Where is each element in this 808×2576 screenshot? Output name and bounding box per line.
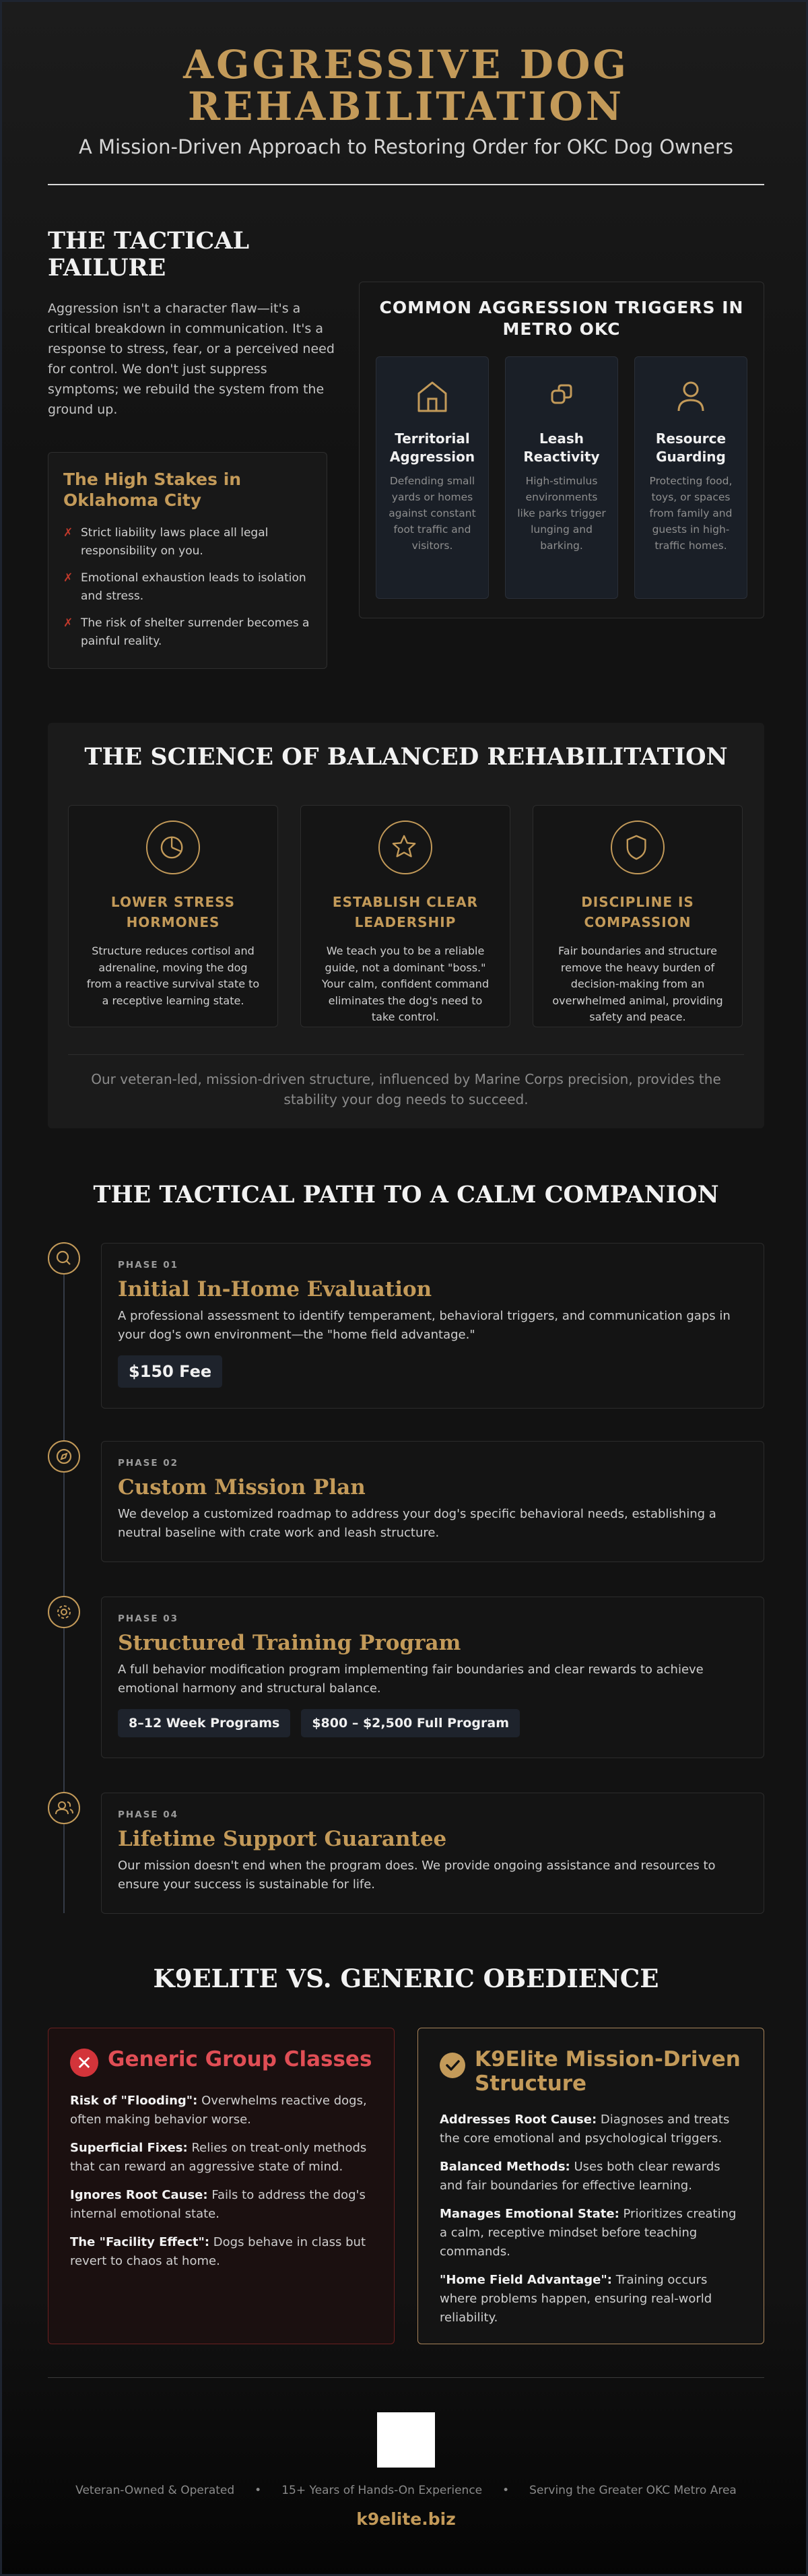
comparison-item-label: "Home Field Advantage":: [440, 2273, 612, 2287]
footer-separator: •: [255, 2484, 262, 2497]
phase-title: Initial In-Home Evaluation: [118, 1277, 432, 1301]
comparison-item: [440, 2205, 742, 2261]
page-title: [2, 44, 808, 127]
comparison-item: [440, 2271, 742, 2327]
generic-classes-card: [48, 2028, 395, 2344]
trigger-card-title: Leash Reactivity: [523, 430, 600, 465]
failure-title: [48, 228, 277, 282]
science-card-leadership: [300, 805, 510, 1027]
logo-image: [377, 2412, 435, 2468]
failure-title-line2: FAILURE: [48, 254, 166, 282]
page-title-line1: AGGRESSIVE DOG: [183, 42, 629, 88]
cross-icon: ✗: [63, 526, 73, 540]
check-shield-icon: [440, 2053, 465, 2078]
trigger-card-text: High-stimulus environments like parks trigger lunging and barking.: [517, 475, 606, 552]
stakes-item: [63, 524, 312, 560]
x-circle-icon: ✕: [70, 2049, 98, 2077]
science-card-discipline: [533, 805, 743, 1027]
comparison-item-text: Training occurs where problems happen, ensuring real-world reliability.: [440, 2273, 712, 2325]
footer-meta-item: 15+ Years of Hands-On Experience: [281, 2484, 483, 2497]
comparison-item-label: Balanced Methods:: [440, 2160, 570, 2174]
gear-icon: [49, 1597, 79, 1627]
page-subtitle: A Mission-Driven Approach to Restoring Order for OKC Dog Owners: [78, 135, 734, 158]
search-icon: [49, 1244, 79, 1273]
footer-meta-item: Veteran-Owned & Operated: [75, 2484, 235, 2497]
users-icon: [49, 1793, 79, 1823]
comparison-item-label: Risk of "Flooding":: [70, 2094, 198, 2108]
footer-meta-item: Serving the Greater OKC Metro Area: [529, 2484, 737, 2497]
comparison-item-text: Overwhelms reactive dogs, often making behavior worse.: [70, 2094, 367, 2127]
home-icon: [412, 376, 452, 416]
pie-chart-icon: [147, 822, 199, 873]
k9elite-card: [417, 2028, 764, 2344]
timeline-node: [48, 1440, 80, 1473]
comparison-item-label: Manages Emotional State:: [440, 2207, 619, 2221]
science-card-icon-ring: [611, 820, 665, 874]
trigger-card-title: Resource Guarding: [655, 430, 727, 465]
phase-card-4: [101, 1793, 764, 1914]
comparison-item: [70, 2186, 372, 2224]
comparison-item-text: Fails to address the dog's internal emotional state.: [70, 2188, 366, 2221]
page-title-line2: REHABILITATION: [188, 84, 624, 129]
timeline-node: [48, 1242, 80, 1275]
star-icon: [380, 822, 431, 873]
science-card-text: Structure reduces cortisol and adrenaline, moving the dog from a reactive survival state to a receptive learning state.: [86, 944, 260, 1007]
comparison-item-text: Prioritizes creating a calm, receptive mindset before teaching commands.: [440, 2207, 737, 2259]
phase-text: We develop a customized roadmap to address your dog's specific behavioral needs, establishing a neutral baseline with crate work and leash structure.: [118, 1507, 716, 1540]
science-card-stress: [68, 805, 278, 1027]
phase-text: A full behavior modification program implementing fair boundaries and clear rewards to achieve emotional harmony and structural balance.: [118, 1663, 704, 1696]
science-card-title: ESTABLISH CLEAR LEADERSHIP: [332, 894, 479, 930]
phase-card-1: [101, 1243, 764, 1409]
leash-icon: [541, 376, 582, 416]
comparison-item: [70, 2139, 372, 2177]
stakes-item-text: Strict liability laws place all legal responsibility on you.: [81, 526, 269, 558]
timeline-node: [48, 1792, 80, 1824]
trigger-card-text: Defending small yards or homes against constant foot traffic and visitors.: [389, 475, 476, 552]
science-note: Our veteran-led, mission-driven structure, influenced by Marine Corps precision, provides the stability your dog needs to succeed.: [91, 1071, 721, 1107]
triggers-title: COMMON AGGRESSION TRIGGERS IN METRO OKC: [379, 298, 744, 339]
stakes-item: [63, 569, 312, 606]
phase-text: Our mission doesn't end when the program does. We provide ongoing assistance and resources to ensure your success is sustainable for life.: [118, 1859, 716, 1892]
comparison-item-text: Uses both clear rewards and fair boundaries for effective learning.: [440, 2160, 720, 2193]
comparison-item-text: Relies on treat-only methods that can reward an aggressive state of mind.: [70, 2141, 367, 2174]
phase-title: Structured Training Program: [118, 1631, 461, 1655]
phase-tags: [118, 1709, 747, 1737]
price-tag: $800 – $2,500 Full Program: [301, 1709, 520, 1737]
k9elite-card-header: [440, 2047, 742, 2096]
stakes-card: [48, 452, 327, 669]
footer-website-link[interactable]: k9elite.biz: [356, 2509, 456, 2529]
header-divider: [48, 184, 764, 185]
k9elite-card-title: K9Elite Mission-Driven Structure: [475, 2047, 741, 2096]
comparison-item-label: Addresses Root Cause:: [440, 2113, 597, 2127]
science-card-text: We teach you to be a reliable guide, not a dominant "boss." Your calm, confident command eliminates the dog's need to take control.: [321, 944, 490, 1023]
comparison-item: [440, 2111, 742, 2148]
generic-card-title: Generic Group Classes: [108, 2047, 372, 2071]
comparison-item-text: Dogs behave in class but revert to chaos at home.: [70, 2235, 366, 2268]
trigger-card-resource: [634, 356, 747, 599]
triggers-panel: [359, 282, 764, 618]
trigger-card-text: Protecting food, toys, or spaces from family and guests in high-traffic homes.: [649, 475, 733, 552]
science-card-icon-ring: [146, 820, 200, 874]
comparison-item-label: The "Facility Effect":: [70, 2235, 210, 2249]
failure-title-line1: THE TACTICAL: [48, 227, 250, 255]
science-section: [48, 723, 764, 1128]
comparison-item-label: Superficial Fixes:: [70, 2141, 188, 2155]
compass-icon: [49, 1442, 79, 1471]
generic-card-header: [70, 2047, 372, 2077]
stakes-item-text: Emotional exhaustion leads to isolation and stress.: [81, 571, 306, 603]
phase-label: PHASE 03: [118, 1613, 179, 1624]
phase-card-2: [101, 1441, 764, 1562]
phase-label: PHASE 02: [118, 1458, 179, 1469]
phase-title: Custom Mission Plan: [118, 1475, 366, 1500]
trigger-card-territorial: [376, 356, 489, 599]
price-tag: $150 Fee: [118, 1355, 222, 1388]
phase-tags: [118, 1355, 747, 1388]
science-card-title: LOWER STRESS HORMONES: [110, 894, 236, 930]
comparison-item: [440, 2158, 742, 2195]
comparison-item-label: Ignores Root Cause:: [70, 2188, 208, 2202]
science-card-icon-ring: [378, 820, 432, 874]
comparison-title: K9ELITE VS. GENERIC OBEDIENCE: [153, 1964, 659, 1993]
path-title: THE TACTICAL PATH TO A CALM COMPANION: [93, 1181, 719, 1209]
trigger-card-leash: [505, 356, 618, 599]
comparison-item: [70, 2092, 372, 2129]
science-title: THE SCIENCE OF BALANCED REHABILITATION: [84, 743, 728, 771]
footer-meta: [2, 2484, 808, 2497]
science-card-title: DISCIPLINE IS COMPASSION: [581, 894, 694, 930]
trigger-card-title: Territorial Aggression: [389, 430, 475, 465]
stakes-title: The High Stakes in Oklahoma City: [63, 470, 242, 510]
person-icon: [671, 376, 711, 416]
phase-label: PHASE 01: [118, 1260, 179, 1270]
comparison-item-text: Diagnoses and treats the core emotional and psychological triggers.: [440, 2113, 730, 2146]
phase-label: PHASE 04: [118, 1809, 179, 1820]
timeline-node: [48, 1596, 80, 1628]
failure-body: Aggression isn't a character flaw—it's a critical breakdown in communication. It's a response to stress, fear, or a perceived need for control. We don't just suppress symptoms; we rebuild the system from the ground up.: [48, 301, 335, 417]
comparison-item: [70, 2233, 372, 2271]
stakes-item: [63, 614, 312, 651]
science-divider: [68, 1054, 744, 1055]
stakes-item-text: The risk of shelter surrender becomes a painful reality.: [81, 616, 310, 648]
cross-icon: ✗: [63, 571, 73, 585]
phase-card-3: [101, 1597, 764, 1758]
shield-icon: [612, 822, 663, 873]
phase-text: A professional assessment to identify temperament, behavioral triggers, and communication gaps in your dog's own environment—the "home field advantage.": [118, 1309, 731, 1342]
footer-separator: •: [502, 2484, 510, 2497]
phase-title: Lifetime Support Guarantee: [118, 1827, 447, 1851]
duration-tag: 8–12 Week Programs: [118, 1709, 290, 1737]
footer-divider: [48, 2377, 764, 2378]
cross-icon: ✗: [63, 616, 73, 630]
science-card-text: Fair boundaries and structure remove the heavy burden of decision-making from an overwhelmed animal, providing safety and peace.: [552, 944, 723, 1023]
